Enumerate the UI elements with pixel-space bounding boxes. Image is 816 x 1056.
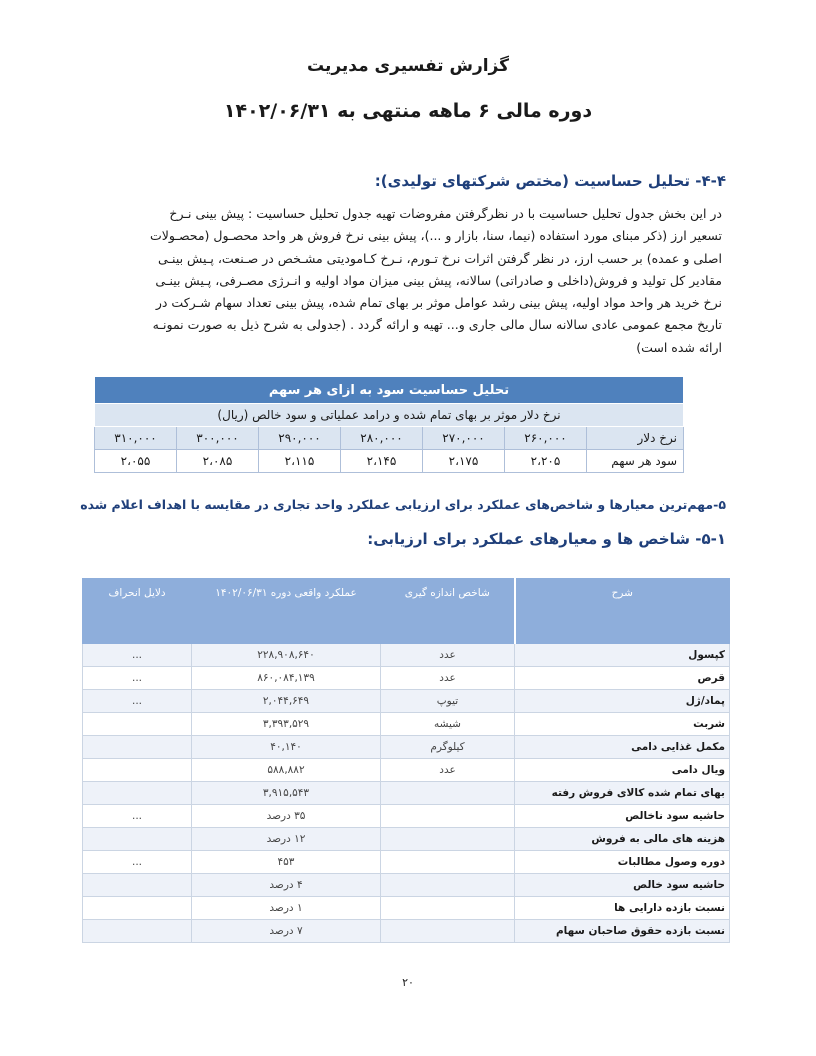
report-title: گزارش تفسیری مدیریت	[306, 56, 510, 76]
table-row	[83, 644, 730, 667]
eps-cell: ۲،۰۵۵	[95, 450, 177, 473]
row-description: کپسول	[515, 644, 730, 667]
table-row	[83, 667, 730, 690]
eps-cell: ۲،۱۴۵	[341, 450, 423, 473]
performance-table-body	[83, 644, 730, 943]
row-deviation	[83, 828, 192, 851]
table-row	[83, 759, 730, 782]
paragraph-line: ارائه شده است)	[636, 339, 722, 355]
dollar-rate-cell: ۲۷۰,۰۰۰	[423, 427, 505, 450]
table-row	[83, 736, 730, 759]
row-measure-index	[381, 828, 515, 851]
table-row	[83, 782, 730, 805]
row-measure-index	[381, 805, 515, 828]
row-description: بهای تمام شده کالای فروش رفته	[515, 782, 730, 805]
dollar-rate-label: نرخ دلار	[587, 427, 684, 450]
row-description: حاشیه سود خالص	[515, 874, 730, 897]
eps-cell: ۲،۲۰۵	[505, 450, 587, 473]
row-measure-index: عدد	[381, 667, 515, 690]
row-description: نسبت بازده حقوق صاحبان سهام	[515, 920, 730, 943]
row-deviation: ...	[83, 690, 192, 713]
paragraph-line: تسعیر ارز (ذکر مبنای مورد استفاده (نیما، سنا، بازار و ...)، پیش بینی نرخ فروش هر واحد محصـول (محصـولات	[149, 228, 722, 244]
performance-table	[82, 578, 730, 943]
eps-row	[95, 450, 684, 473]
dollar-rate-cell: ۳۰۰,۰۰۰	[177, 427, 259, 450]
row-deviation: ...	[83, 644, 192, 667]
row-description: ویال دامی	[515, 759, 730, 782]
row-measure-index: شیشه	[381, 713, 515, 736]
row-description: نسبت بازده دارایی ها	[515, 897, 730, 920]
row-measure-index: عدد	[381, 644, 515, 667]
row-measure-index	[381, 920, 515, 943]
row-actual: ۵۸۸,۸۸۲	[192, 759, 381, 782]
row-actual: ۳,۳۹۳,۵۲۹	[192, 713, 381, 736]
row-deviation	[83, 759, 192, 782]
row-deviation: ...	[83, 851, 192, 874]
row-measure-index: عدد	[381, 759, 515, 782]
eps-label: سود هر سهم	[587, 450, 684, 473]
table-row	[83, 690, 730, 713]
row-deviation	[83, 713, 192, 736]
table-row	[83, 920, 730, 943]
row-measure-index	[381, 851, 515, 874]
table-row	[83, 874, 730, 897]
dollar-rate-cell: ۳۱۰,۰۰۰	[95, 427, 177, 450]
paragraph-line: مقادیر کل تولید و فروش(داخلی و صادراتی) سالانه، پیش بینی میزان مواد اولیه و انـرژی مصـرفی، پـیش بینـی	[155, 272, 722, 288]
section-5-1-heading: ۵-۱- شاخص ها و معیارهای عملکرد برای ارزیابی:	[367, 530, 726, 548]
row-deviation	[83, 920, 192, 943]
row-actual: ۱ درصد	[192, 897, 381, 920]
row-description: حاشیه سود ناخالص	[515, 805, 730, 828]
table-row	[83, 805, 730, 828]
paragraph-line: تاریخ مجمع عمومی عادی سالانه سال مالی جاری و... تهیه و ارائه گردد . (جدولی به شرح ذیل به صورت نمونـه	[152, 317, 722, 333]
row-deviation	[83, 782, 192, 805]
row-measure-index	[381, 874, 515, 897]
paragraph-line: نرخ خرید هر واحد مواد اولیه، پیش بینی رشد عوامل موثر بر بهای تمام شده، پیش بینی تعداد سهام شـرکت در	[155, 295, 722, 311]
row-actual: ۲۲۸,۹۰۸,۶۴۰	[192, 644, 381, 667]
row-measure-index: تیوپ	[381, 690, 515, 713]
row-actual: ۴۰,۱۴۰	[192, 736, 381, 759]
row-measure-index	[381, 897, 515, 920]
row-deviation	[83, 897, 192, 920]
row-actual: ۷ درصد	[192, 920, 381, 943]
table-row	[83, 897, 730, 920]
eps-cell: ۲،۱۷۵	[423, 450, 505, 473]
dollar-rate-cell: ۲۶۰,۰۰۰	[505, 427, 587, 450]
row-deviation	[83, 874, 192, 897]
paragraph-line: در این بخش جدول تحلیل حساسیت با در نظرگرفتن مفروضات تهیه جدول تحلیل حساسیت : پیش بینی نـرخ	[169, 206, 722, 221]
table-row	[83, 851, 730, 874]
col-header-actual: عملکرد واقعی دوره ۱۴۰۲/۰۶/۳۱	[192, 579, 381, 644]
row-actual: ۲,۰۴۴,۶۴۹	[192, 690, 381, 713]
table-row	[83, 713, 730, 736]
section-4-4-heading: ۴-۴- تحلیل حساسیت (مختص شرکتهای تولیدی):	[374, 172, 726, 190]
dollar-rate-cell: ۲۸۰,۰۰۰	[341, 427, 423, 450]
row-description: هزینه های مالی به فروش	[515, 828, 730, 851]
row-description: قرص	[515, 667, 730, 690]
eps-cell: ۲،۱۱۵	[259, 450, 341, 473]
row-description: شربت	[515, 713, 730, 736]
row-actual: ۳,۹۱۵,۵۴۳	[192, 782, 381, 805]
sensitivity-table-title: تحلیل حساسیت سود به ازای هر سهم	[95, 377, 684, 404]
row-deviation	[83, 736, 192, 759]
row-measure-index	[381, 782, 515, 805]
section-5-heading: ۵-مهم‌ترین معیارها و شاخص‌های عملکرد برای ارزیابی عملکرد واحد تجاری در مقایسه با اهداف اعلام شده	[80, 497, 726, 512]
row-actual: ۳۵ درصد	[192, 805, 381, 828]
row-actual: ۱۲ درصد	[192, 828, 381, 851]
col-header-deviation: دلایل انحراف	[83, 579, 192, 644]
row-description: مکمل غذایی دامی	[515, 736, 730, 759]
row-deviation: ...	[83, 805, 192, 828]
row-description: دوره وصول مطالبات	[515, 851, 730, 874]
eps-cell: ۲،۰۸۵	[177, 450, 259, 473]
row-deviation: ...	[83, 667, 192, 690]
row-actual: ۴ درصد	[192, 874, 381, 897]
report-period: دوره مالی ۶ ماهه منتهی به ۱۴۰۲/۰۶/۳۱	[223, 100, 593, 122]
section-4-4-paragraph	[122, 203, 722, 359]
dollar-rate-row	[95, 427, 684, 450]
row-actual: ۴۵۳	[192, 851, 381, 874]
table-row	[83, 828, 730, 851]
sensitivity-table-subtitle: نرخ دلار موثر بر بهای تمام شده و درامد عملیاتی و سود خالص (ریال)	[95, 404, 684, 427]
col-header-measure-index: شاخص اندازه گیری	[381, 579, 515, 644]
row-description: پماد/ژل	[515, 690, 730, 713]
page-number: ۲۰	[402, 976, 414, 989]
row-actual: ۸۶۰,۰۸۴,۱۳۹	[192, 667, 381, 690]
col-header-description: شرح	[515, 579, 730, 644]
dollar-rate-cell: ۲۹۰,۰۰۰	[259, 427, 341, 450]
sensitivity-table	[94, 376, 684, 473]
row-measure-index: کیلوگرم	[381, 736, 515, 759]
paragraph-line: اصلی و عمده) بر حسب ارز، در نظر گرفتن اثرات نرخ تـورم، نـرخ کـامودیتی مشـخص در صـنعت، پـیش بینـی	[157, 250, 722, 266]
